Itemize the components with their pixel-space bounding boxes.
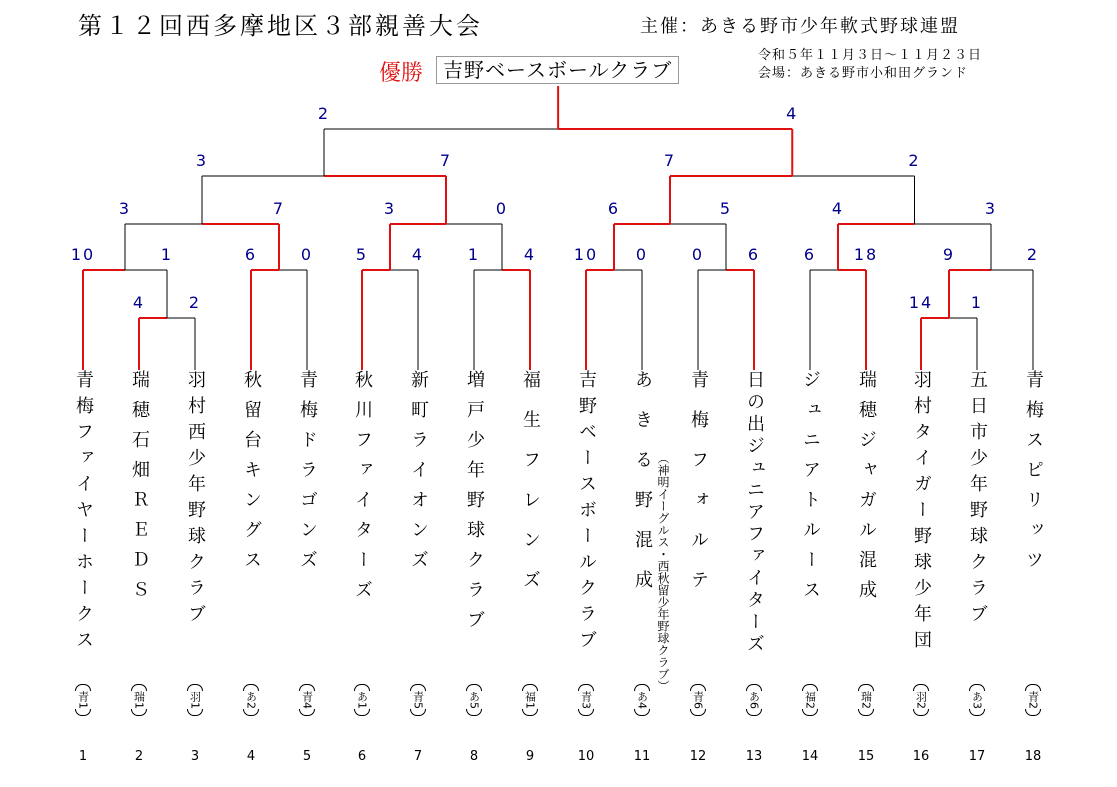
team-name-5: 青梅ドラゴンズ — [297, 370, 318, 580]
sf-match-2-score-left: 7 — [663, 151, 677, 170]
r16-match-7-score-right: 18 — [853, 245, 879, 264]
team-abbr-text: 羽2 — [914, 691, 928, 709]
team-name-13: 日の出ジュニアファイターズ — [744, 370, 765, 656]
r16-match-5-score-left: 10 — [573, 245, 599, 264]
team-name-2: 瑞穂石畑ＲＥＤＳ — [129, 370, 150, 610]
team-number-17: 17 — [968, 749, 986, 764]
team-abbr-2 — [131, 684, 147, 716]
team-abbr-text: 青5 — [411, 691, 425, 709]
team-name-11: あきる野混成 — [632, 370, 653, 610]
r16-match-6-score-right: 6 — [747, 245, 761, 264]
r16-match-2-score-left: 6 — [244, 245, 258, 264]
team-number-10: 10 — [577, 749, 595, 764]
team-number-16: 16 — [912, 749, 930, 764]
qf-match-3-score-right: 5 — [719, 199, 733, 218]
team-number-15: 15 — [857, 749, 875, 764]
team-name-6: 秋川ファイターズ — [352, 370, 373, 610]
r16-match-7-score-left: 6 — [803, 245, 817, 264]
team-number-2: 2 — [134, 749, 144, 764]
team-name-10: 吉野ベースボールクラブ — [576, 370, 597, 656]
team-name-8: 増戸少年野球クラブ — [464, 370, 485, 640]
team-abbr-9 — [522, 684, 538, 716]
team-abbr-1 — [75, 684, 91, 716]
team-abbr-11 — [634, 684, 650, 716]
team-name-4: 秋留台キングス — [241, 370, 262, 580]
team-abbr-13 — [746, 684, 762, 716]
team-abbr-text: 瑞2 — [859, 691, 873, 709]
team-number-5: 5 — [302, 749, 312, 764]
final-match-score-left: 2 — [317, 104, 331, 123]
team-abbr-17 — [969, 684, 985, 716]
team-name-15: 瑞穂ジャガル混成 — [856, 370, 877, 610]
team-name-1: 青梅ファイヤーホークス — [73, 370, 94, 656]
team-number-4: 4 — [246, 749, 256, 764]
qf-match-3-score-left: 6 — [607, 199, 621, 218]
team-abbr-text: あ3 — [970, 691, 984, 709]
team-number-1: 1 — [78, 749, 88, 764]
team-name-14: ジュニアトルース — [800, 370, 821, 610]
team-abbr-text: 青3 — [579, 691, 593, 709]
team-abbr-7 — [410, 684, 426, 716]
team-sub-11: （神明イーグルス・西秋留少年野球クラブ） — [656, 452, 670, 692]
team-abbr-text: 瑞1 — [132, 691, 146, 709]
team-abbr-text: あ2 — [244, 691, 258, 709]
r16-match-8-score-left: 9 — [942, 245, 956, 264]
sf-match-2-score-right: 2 — [908, 151, 921, 170]
team-abbr-text: 青4 — [300, 691, 314, 709]
team-abbr-4 — [243, 684, 259, 716]
r16-match-6-score-left: 0 — [691, 245, 705, 264]
date-range: 令和５年１１月３日～１１月２３日 — [758, 48, 983, 63]
team-abbr-text: あ4 — [635, 691, 649, 709]
team-name-3: 羽村西少年野球クラブ — [185, 370, 206, 630]
team-number-9: 9 — [525, 749, 535, 764]
champion-team-box: 吉野ベースボールクラブ — [436, 56, 679, 84]
r16-match-8-score-right: 2 — [1026, 245, 1040, 264]
qf-match-1-score-right: 7 — [272, 199, 286, 218]
final-match-score-right: 4 — [786, 104, 799, 123]
team-number-7: 7 — [413, 749, 423, 764]
qf-match-2-score-left: 3 — [383, 199, 397, 218]
team-name-18: 青梅スピリッツ — [1023, 370, 1044, 580]
team-abbr-18 — [1025, 684, 1041, 716]
team-name-16: 羽村タイガー野球少年団 — [911, 370, 932, 656]
team-number-6: 6 — [357, 749, 367, 764]
r16-match-1-score-left: 10 — [70, 245, 96, 264]
team-number-18: 18 — [1024, 749, 1042, 764]
team-number-11: 11 — [633, 749, 651, 764]
team-abbr-text: 福2 — [803, 691, 817, 709]
champion-label: 優勝 — [379, 61, 424, 86]
team-name-7: 新町ライオンズ — [408, 370, 429, 580]
team-abbr-12 — [690, 684, 706, 716]
team-abbr-6 — [354, 684, 370, 716]
team-abbr-text: 青6 — [691, 691, 705, 709]
qf-match-1-score-left: 3 — [118, 199, 132, 218]
team-abbr-8 — [466, 684, 482, 716]
team-abbr-text: 福1 — [523, 691, 537, 709]
r32-match-16-17-score-left: 14 — [908, 293, 934, 312]
qf-match-4-score-left: 4 — [831, 199, 845, 218]
team-abbr-3 — [187, 684, 203, 716]
r16-match-4-score-right: 4 — [523, 245, 537, 264]
team-number-8: 8 — [469, 749, 479, 764]
r32-match-2-3-score-left: 4 — [132, 293, 146, 312]
team-abbr-text: 羽1 — [188, 691, 202, 709]
team-number-14: 14 — [801, 749, 819, 764]
r32-match-16-17-score-right: 1 — [970, 293, 984, 312]
team-abbr-10 — [578, 684, 594, 716]
team-name-12: 青梅フォルテ — [688, 370, 709, 610]
r16-match-5-score-right: 0 — [635, 245, 649, 264]
team-abbr-text: 青2 — [1026, 691, 1040, 709]
team-abbr-15 — [858, 684, 874, 716]
team-abbr-text: あ5 — [467, 691, 481, 709]
qf-match-4-score-right: 3 — [984, 199, 998, 218]
r16-match-1-score-right: 1 — [160, 245, 174, 264]
r16-match-2-score-right: 0 — [300, 245, 314, 264]
team-abbr-text: あ1 — [355, 691, 369, 709]
r16-match-3-score-left: 5 — [355, 245, 369, 264]
team-name-17: 五日市少年野球クラブ — [967, 370, 988, 630]
team-abbr-5 — [299, 684, 315, 716]
venue-text: 会場：あきる野市小和田グランド — [758, 66, 969, 81]
tournament-title: 第１２回西多摩地区３部親善大会 — [78, 12, 483, 40]
team-number-3: 3 — [190, 749, 200, 764]
team-abbr-16 — [913, 684, 929, 716]
sf-match-1-score-left: 3 — [195, 151, 209, 170]
team-name-9: 福生フレンズ — [520, 370, 541, 610]
team-number-13: 13 — [745, 749, 763, 764]
sf-match-1-score-right: 7 — [439, 151, 453, 170]
r16-match-4-score-left: 1 — [467, 245, 481, 264]
qf-match-2-score-right: 0 — [495, 199, 509, 218]
team-abbr-text: あ6 — [747, 691, 761, 709]
r16-match-3-score-right: 4 — [411, 245, 425, 264]
r32-match-2-3-score-right: 2 — [188, 293, 202, 312]
team-number-12: 12 — [689, 749, 707, 764]
team-abbr-text: 青1 — [76, 691, 90, 709]
organizer-text: 主催：あきる野市少年軟式野球連盟 — [640, 16, 960, 37]
team-abbr-14 — [802, 684, 818, 716]
